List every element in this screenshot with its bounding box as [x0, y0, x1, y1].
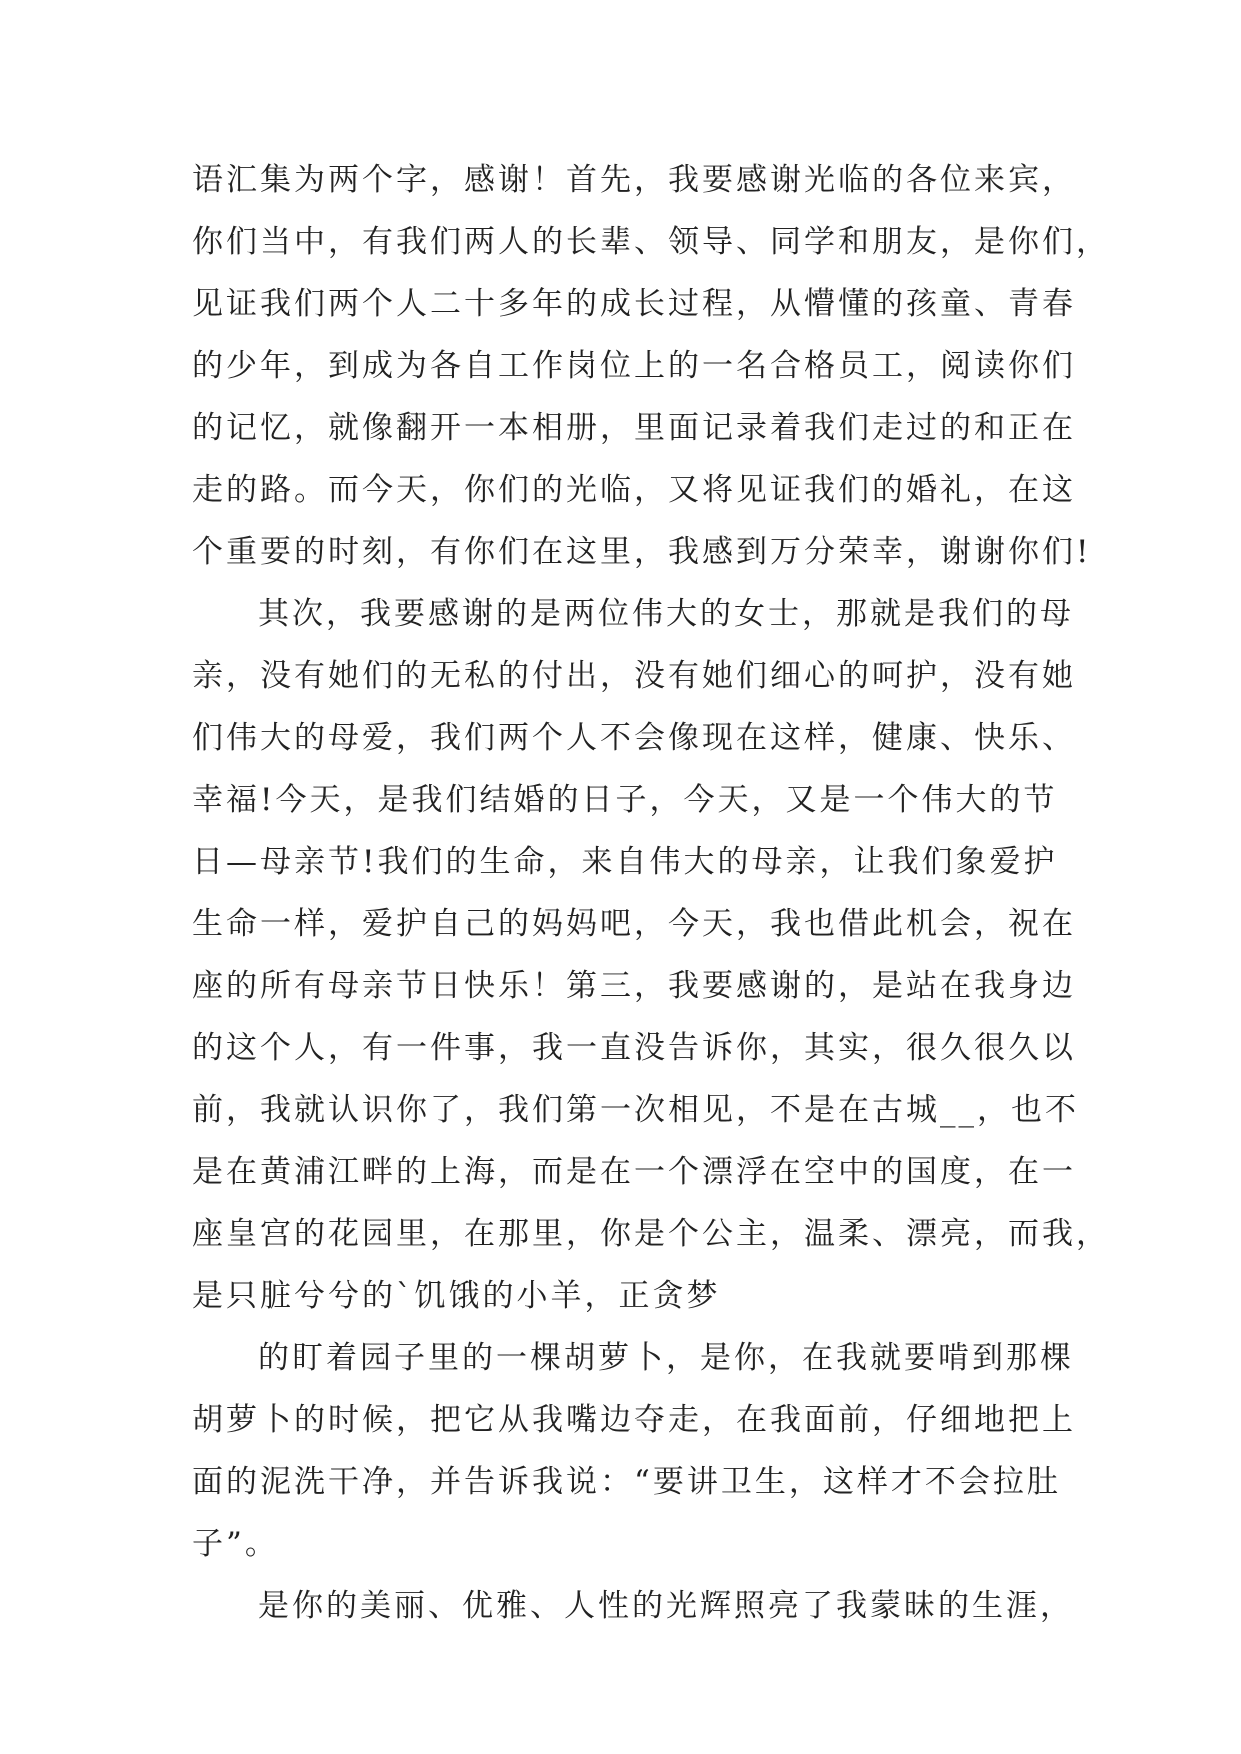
text-line: 生命一样，爱护自己的妈妈吧，今天，我也借此机会，祝在	[192, 906, 1076, 942]
text-line: 幸福!今天，是我们结婚的日子，今天，又是一个伟大的节	[192, 782, 1058, 818]
text-line: 亲，没有她们的无私的付出，没有她们细心的呵护，没有她	[192, 658, 1076, 694]
text-line: 们伟大的母爱，我们两个人不会像现在这样，健康、快乐、	[192, 720, 1076, 756]
text-line: 的少年，到成为各自工作岗位上的一名合格员工，阅读你们	[192, 348, 1076, 384]
text-line: 见证我们两个人二十多年的成长过程，从懵懂的孩童、青春	[192, 286, 1076, 322]
text-line: 座皇宫的花园里，在那里，你是个公主，温柔、漂亮，而我，	[192, 1216, 1110, 1252]
text-line: 座的所有母亲节日快乐！第三，我要感谢的，是站在我身边	[192, 968, 1076, 1004]
text-line: 是只脏兮兮的`饥饿的小羊，正贪梦	[192, 1278, 721, 1314]
text-line: 的这个人，有一件事，我一直没告诉你，其实，很久很久以	[192, 1030, 1076, 1066]
text-line: 走的路。而今天，你们的光临，又将见证我们的婚礼，在这	[192, 472, 1076, 508]
text-line: 日—母亲节!我们的生命，来自伟大的母亲，让我们象爱护	[192, 844, 1058, 880]
text-line: 你们当中，有我们两人的长辈、领导、同学和朋友，是你们，	[192, 224, 1110, 260]
text-line: 前，我就认识你了，我们第一次相见，不是在古城__，也不	[192, 1092, 1079, 1128]
text-line: 其次，我要感谢的是两位伟大的女士，那就是我们的母	[258, 596, 1074, 632]
text-line: 子”。	[192, 1526, 279, 1562]
document-body	[192, 162, 1110, 1650]
text-line: 胡萝卜的时候，把它从我嘴边夺走，在我面前，仔细地把上	[192, 1402, 1076, 1438]
text-line: 语汇集为两个字，感谢！首先，我要感谢光临的各位来宾，	[192, 162, 1076, 198]
text-line: 个重要的时刻，有你们在这里，我感到万分荣幸，谢谢你们!	[192, 534, 1092, 570]
text-line: 是在黄浦江畔的上海，而是在一个漂浮在空中的国度，在一	[192, 1154, 1076, 1190]
text-line: 面的泥洗干净，并告诉我说：“要讲卫生，这样才不会拉肚	[192, 1464, 1061, 1500]
text-line: 的记忆，就像翻开一本相册，里面记录着我们走过的和正在	[192, 410, 1076, 446]
text-line: 的盯着园子里的一棵胡萝卜，是你，在我就要啃到那棵	[258, 1340, 1074, 1376]
text-line: 是你的美丽、优雅、人性的光辉照亮了我蒙昧的生涯，	[258, 1588, 1074, 1624]
